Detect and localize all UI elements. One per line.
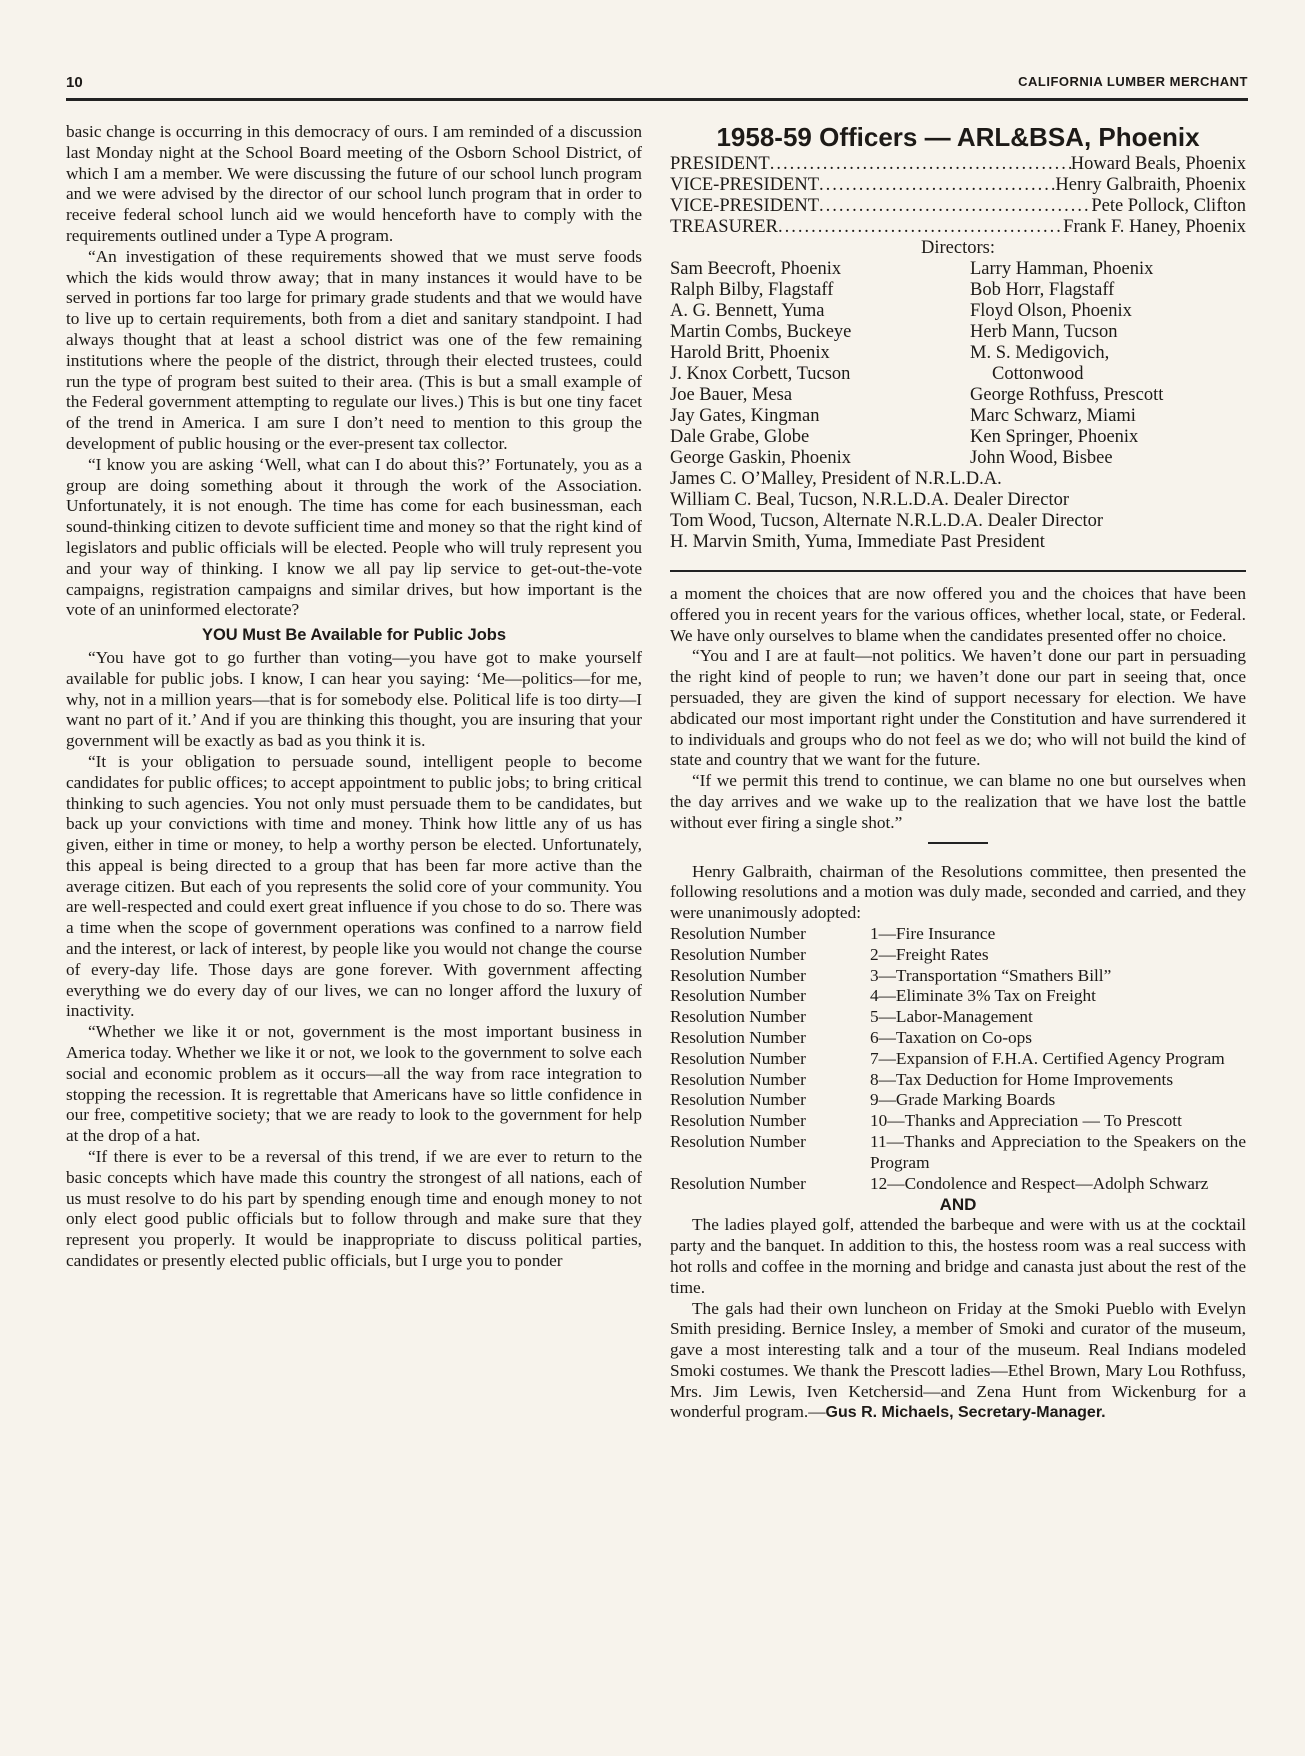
paragraph: “You and I are at fault—not politics. We haven’t done our part in persuading the right kind of people to run; we haven’t done our part in seeing that, once persuaded, they are given the kind of support necessary for election. We have abdicated our most important right under the Constitution and have surrendered it to individuals and groups who do not feel as we do; who will not build the kind of state and country that we want for the future. — [670, 646, 1246, 770]
resolution-label: Resolution Number — [670, 923, 806, 943]
officer-row — [670, 196, 1246, 217]
resolution-text: 1—Fire Insurance — [870, 923, 996, 943]
paragraph: “An investigation of these requirements showed that we must serve foods which the kids would throw away; that in many instances it would have to be served in portions far too large for primary grade students and that we would have to live up to certain requirements, both from a diet and sanitary standpoint. I had always thought that at least a school district was one of the few remaining institutions where the people of the district, through their elected trustees, could run the type of program best suited to their area. (This is but a small example of the Federal government attempting to regulate our lives.) This is but one tiny facet of the trend in America. I am sure I don’t need to mention to this group the development of public housing or the ever-present tax collector. — [66, 246, 642, 453]
and-heading: AND — [939, 1195, 977, 1215]
officer-row — [670, 175, 1246, 196]
right-column — [670, 584, 1246, 1424]
resolution-text: 10—Thanks and Appreciation — To Prescott — [870, 1111, 1182, 1131]
resolution-label: Resolution Number — [670, 965, 806, 985]
paragraph: basic change is occurring in this democracy of ours. I am reminded of a discussion last Monday night at the School Board meeting of the Osborn School District, of which I am a member. We were discussing the future of our school lunch program and we were advised by the director of our school lunch program that in order to receive federal school lunch aid we would henceforth have to comply with the requirements outlined under a Type A program. — [66, 122, 642, 245]
signature: Gus R. Michaels, Secretary-Manager. — [825, 1404, 1106, 1422]
resolution-text: 7—Expansion of F.H.A. Certified Agency Program — [870, 1048, 1225, 1068]
resolutions-list — [670, 924, 1246, 1194]
leader-dots — [778, 217, 1063, 238]
paragraph: The ladies played golf, attended the barbeque and were with us at the cocktail party and the banquet. In addition to this, the hostess room was a real success with hot rolls and coffee in the morning and bridge and canasta just about the rest of the time. — [670, 1215, 1246, 1297]
director-name: John Wood, Bisbee — [970, 448, 1113, 468]
paragraph: “If we permit this trend to continue, we can blame no one but ourselves when the day arrives and we wake up to the realization that we have lost the battle without ever firing a single shot.” — [670, 771, 1246, 832]
officers-box — [670, 122, 1246, 553]
resolution-text: 8—Tax Deduction for Home Improvements — [870, 1069, 1174, 1089]
officer-row — [670, 154, 1246, 175]
officer-name: Henry Galbraith, Phoenix — [1055, 175, 1246, 195]
resolution-text: 5—Labor-Management — [870, 1007, 1033, 1027]
director-name: Bob Horr, Flagstaff — [970, 280, 1115, 300]
resolution-label: Resolution Number — [670, 1111, 806, 1131]
officer-name: Pete Pollock, Clifton — [1091, 196, 1246, 216]
resolution-item — [670, 1049, 1246, 1070]
resolution-text: 9—Grade Marking Boards — [870, 1090, 1056, 1110]
director-name: Dale Grabe, Globe — [670, 427, 810, 447]
resolution-label: Resolution Number — [670, 1048, 806, 1068]
leader-dots — [770, 154, 1071, 175]
section-divider — [928, 842, 988, 844]
director-name: M. S. Medigovich, — [970, 343, 1110, 363]
director-name: J. Knox Corbett, Tucson — [670, 364, 851, 384]
paragraph: “Whether we like it or not, government is the most important business in America today. Whether we like it or not, we look to the government to solve each social and economic problem as it occurs—all the way from race integration to stopping the recession. It is regrettable that Americans have so little confidence in our free, competitive society; that we are ready to look to the government for help at the drop of a hat. — [66, 1022, 642, 1146]
resolution-item — [670, 966, 1246, 987]
officer-line: James C. O’Malley, President of N.R.L.D.A. — [670, 469, 1002, 489]
resolution-text: 11—Thanks and Appreciation to the Speakers on the Program — [870, 1131, 1246, 1172]
resolution-item — [670, 924, 1246, 945]
paragraph: “It is your obligation to persuade sound, intelligent people to become candidates for public offices; to accept appointment to public jobs; to bring critical thinking to such agencies. You not only must persuade them to be candidates, but back up your convictions with time and money. Think how little any of us has given, either in time or money, to help a worthy person be elected. Unfortunately, this appeal is being directed to a group that has been far more active than the average citizen. But each of you represents the solid core of your community. You are well-respected and could exert great influence if you chose to do so. There was a time when the scope of government operations was confined to a narrow field and the interest, or lack of interest, by people like you would not change the course of every-day life. Those days are gone forever. With government affecting everything we do every day of our lives, we can no longer afford the luxury of inactivity. — [66, 751, 642, 1021]
director-name: Harold Britt, Phoenix — [670, 343, 830, 363]
office-title: PRESIDENT — [670, 154, 770, 174]
resolution-item — [670, 1070, 1246, 1091]
resolution-text: 2—Freight Rates — [870, 944, 989, 964]
resolution-label: Resolution Number — [670, 944, 806, 964]
resolution-label: Resolution Number — [670, 1069, 806, 1089]
resolution-label: Resolution Number — [670, 986, 806, 1006]
officer-line: William C. Beal, Tucson, N.R.L.D.A. Dealer Director — [670, 490, 1069, 510]
resolution-item — [670, 1090, 1246, 1111]
paragraph: a moment the choices that are now offered you and the choices that have been offered you in recent years for the various offices, whether local, state, or Federal. We have only ourselves to blame when the candidates presented offer no choice. — [670, 584, 1246, 645]
paragraph: Henry Galbraith, chairman of the Resolutions committee, then presented the following resolutions and a motion was duly made, seconded and carried, and they were unanimously adopted: — [670, 861, 1246, 923]
director-name: Joe Bauer, Mesa — [670, 385, 793, 405]
officer-line: Tom Wood, Tucson, Alternate N.R.L.D.A. Dealer Director — [670, 511, 1104, 531]
resolution-label: Resolution Number — [670, 1131, 806, 1151]
paragraph: “If there is ever to be a reversal of this trend, if we are ever to return to the basic concepts which have made this country the strongest of all nations, each of us must resolve to do his part by spending enough time and enough money to not only elect good public officials but to follow through and make sure that they represent you properly. It would be inappropriate to discuss political parties, candidates or presently elected public officials, but I urge you to ponder — [66, 1147, 642, 1271]
resolution-text: 12—Condolence and Respect—Adolph Schwarz — [870, 1173, 1209, 1193]
header-rule — [66, 98, 1248, 101]
paragraph: “I know you are asking ‘Well, what can I do about this?’ Fortunately, you as a group are doing something about it through the work of the Association. Unfortunately, it is not enough. The time has come for each businessman, each sound-thinking citizen to devote sufficient time and money so that the right kind of legislators and public officials will be elected. People who will truly represent you and your way of thinking. I know we all pay lip service to get-out-the-vote campaigns, registration campaigns and similar drives, but how important is the vote of an uninformed electorate? — [66, 454, 642, 620]
section-subhead: YOU Must Be Available for Public Jobs — [201, 626, 507, 645]
page-number: 10 — [66, 74, 83, 91]
paragraph — [670, 1299, 1246, 1425]
resolution-item — [670, 1132, 1246, 1174]
directors-list — [670, 259, 1246, 469]
director-name: Ken Springer, Phoenix — [970, 427, 1139, 447]
resolution-item — [670, 1174, 1246, 1195]
leader-dots — [819, 196, 1091, 217]
officer-row — [670, 217, 1246, 238]
directors-heading: Directors: — [921, 238, 995, 258]
resolution-text: 6—Taxation on Co-ops — [870, 1027, 1032, 1047]
resolution-text: 4—Eliminate 3% Tax on Freight — [870, 986, 1096, 1006]
office-title: VICE-PRESIDENT — [670, 175, 820, 195]
paragraph-text: The gals had their own luncheon on Friday at the Smoki Pueblo with Evelyn Smith presiding. Bernice Insley, a member of Smoki and curator of the museum, gave a most interesting talk and a tour of the museum. Real Indians modeled Smoki costumes. We thank the Prescott ladies—Ethel Brown, Mary Lou Rothfuss, Mrs. Jim Lewis, Iven Ketchersid—and Zena Hunt from Wickenburg for a wonderful program.— — [670, 1298, 1246, 1422]
office-title: TREASURER — [670, 217, 778, 237]
director-name: Larry Hamman, Phoenix — [970, 259, 1154, 279]
director-name: Floyd Olson, Phoenix — [970, 301, 1132, 321]
paragraph: “You have got to go further than voting—you have got to make yourself available for public jobs. I know, I can hear you saying: ‘Me—politics—for me, why, not in a million years—that is for somebody else. Political life is too dirty—I want no part of it.’ And if you are thinking this thought, you are insuring that your government will be exactly as bad as you think it is. — [66, 647, 642, 751]
resolution-item — [670, 1007, 1246, 1028]
office-title: VICE-PRESIDENT — [670, 196, 820, 216]
officers-title: 1958-59 Officers — ARL&BSA, Phoenix — [716, 122, 1200, 152]
resolution-label: Resolution Number — [670, 1173, 806, 1193]
director-name: George Rothfuss, Prescott — [970, 385, 1164, 405]
resolution-label: Resolution Number — [670, 1090, 806, 1110]
leader-dots — [819, 175, 1055, 196]
officer-line: H. Marvin Smith, Yuma, Immediate Past President — [670, 532, 1045, 552]
left-column — [66, 122, 642, 1272]
director-name: Martin Combs, Buckeye — [670, 322, 852, 342]
resolution-label: Resolution Number — [670, 1027, 806, 1047]
resolution-item — [670, 1028, 1246, 1049]
director-name: A. G. Bennett, Yuma — [670, 301, 825, 321]
resolution-item — [670, 986, 1246, 1007]
director-name: Herb Mann, Tucson — [970, 322, 1118, 342]
officer-name: Howard Beals, Phoenix — [1070, 154, 1246, 174]
director-name: Ralph Bilby, Flagstaff — [670, 280, 834, 300]
resolution-label: Resolution Number — [670, 1007, 806, 1027]
resolution-item — [670, 945, 1246, 966]
director-name: Sam Beecroft, Phoenix — [670, 259, 842, 279]
director-name: Marc Schwarz, Miami — [970, 406, 1136, 426]
resolution-item — [670, 1111, 1246, 1132]
resolution-text: 3—Transportation “Smathers Bill” — [870, 965, 1112, 985]
officer-name: Frank F. Haney, Phoenix — [1063, 217, 1246, 237]
publication-name: CALIFORNIA LUMBER MERCHANT — [1018, 74, 1248, 89]
director-name: Cottonwood — [992, 364, 1084, 384]
officers-box-rule — [670, 570, 1246, 572]
director-name: George Gaskin, Phoenix — [670, 448, 852, 468]
director-name: Jay Gates, Kingman — [670, 406, 820, 426]
page-header — [66, 74, 1248, 96]
